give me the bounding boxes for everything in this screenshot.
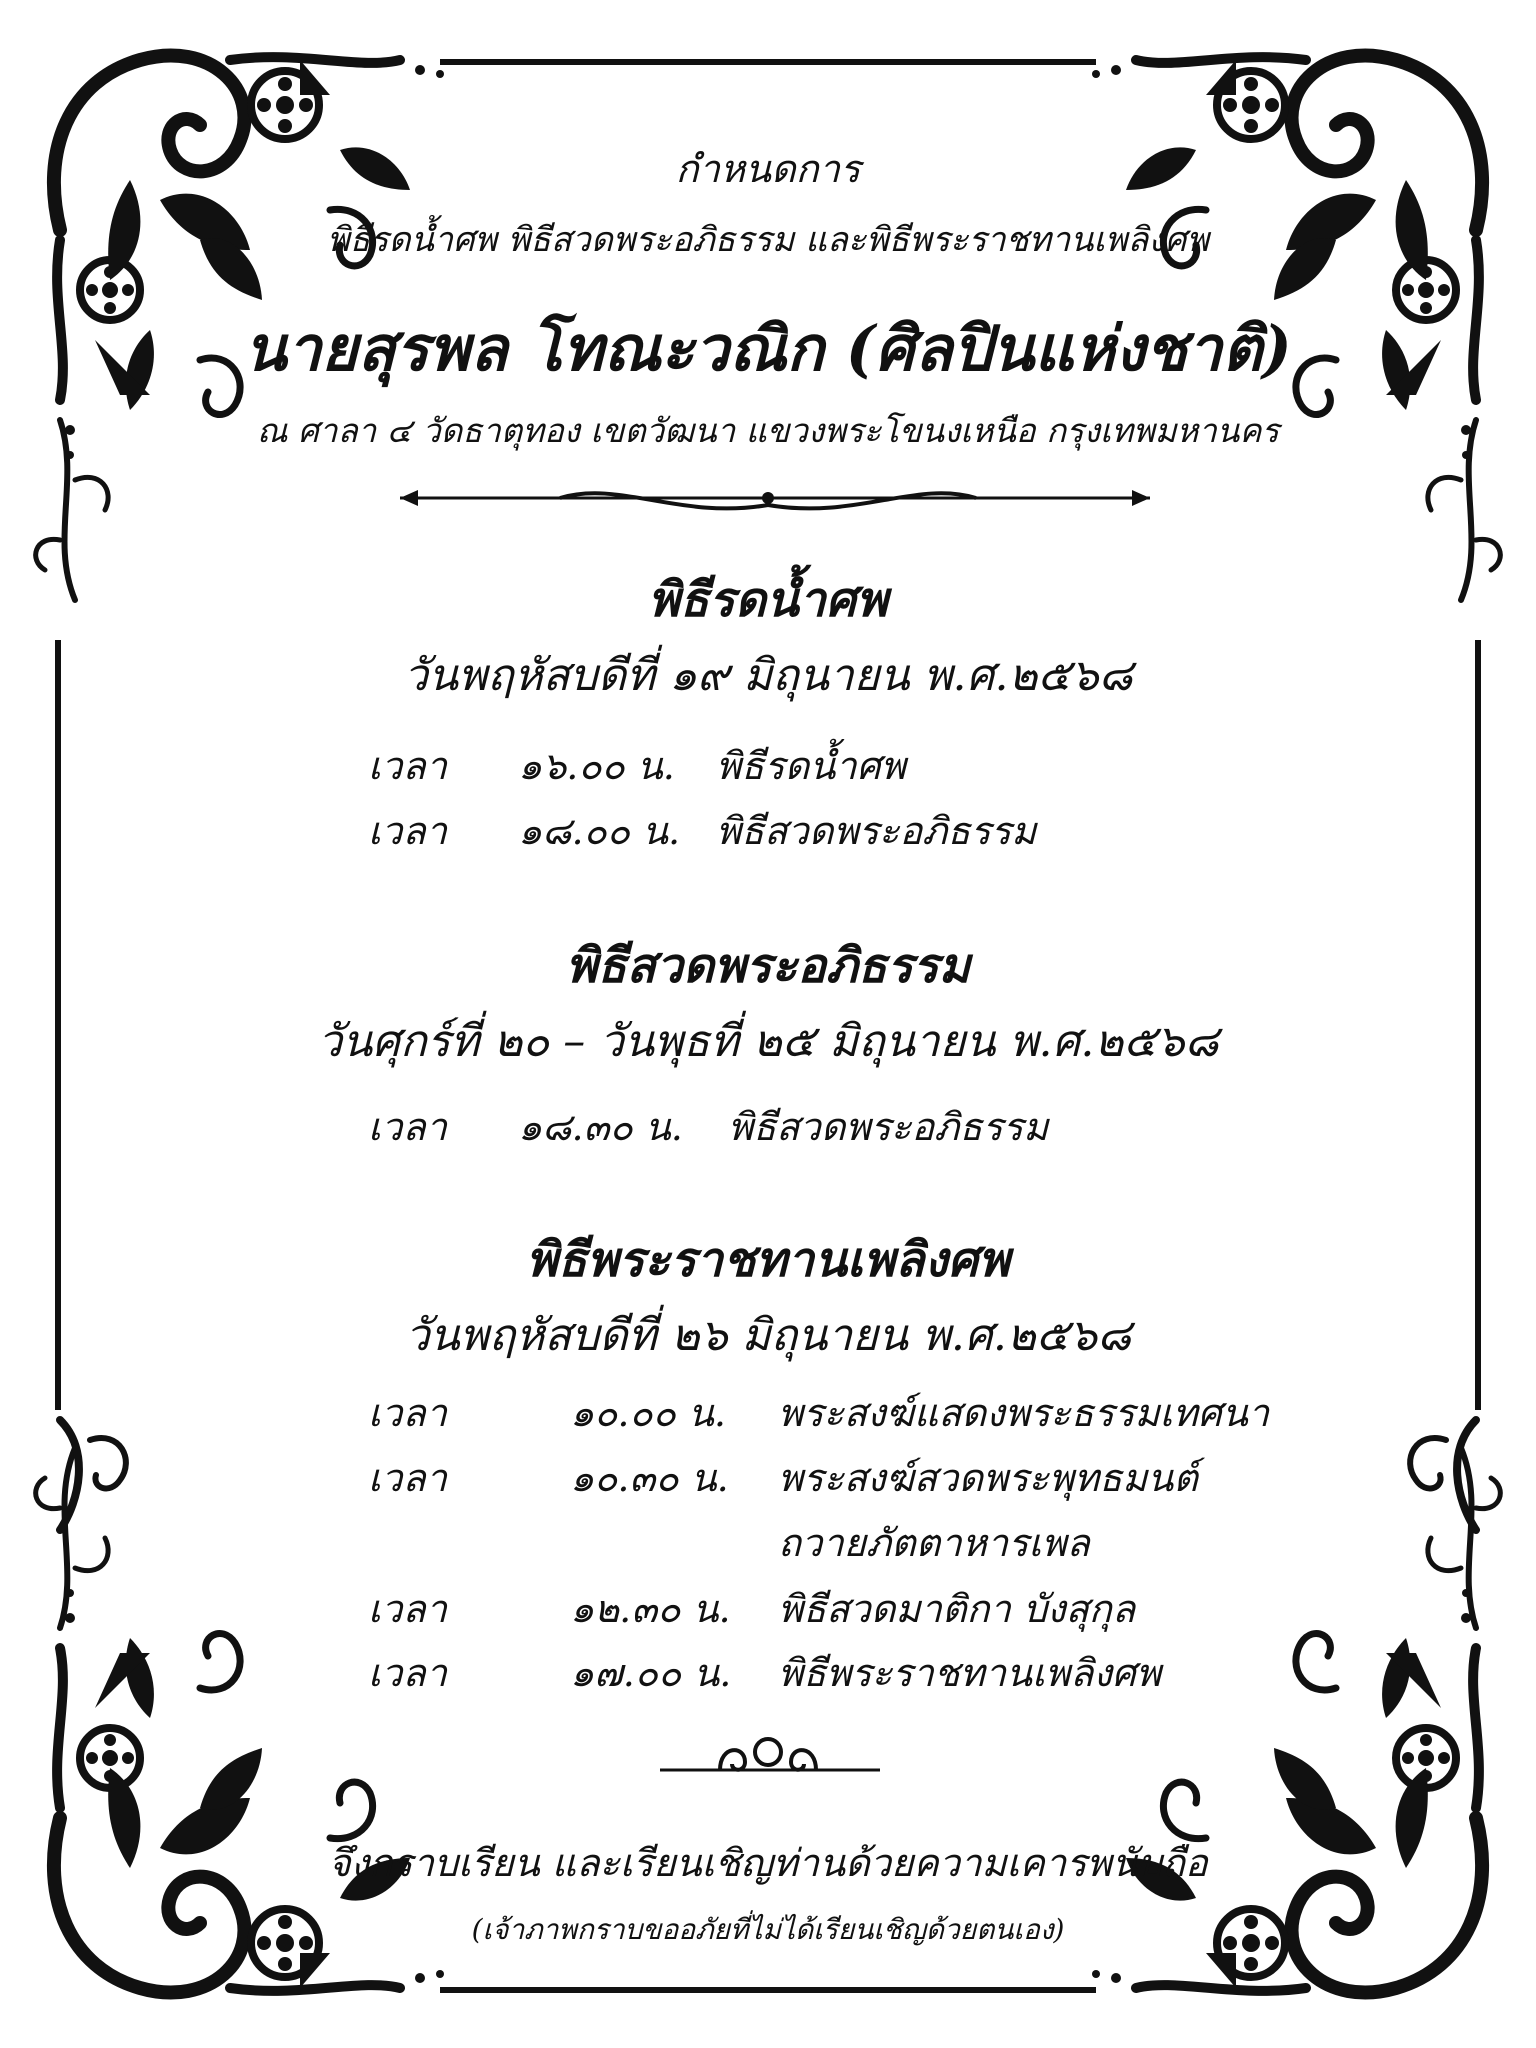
schedule-label: เวลา [368,1456,447,1500]
section-title-cremation: พิธีพระราชทานเพลิงศพ [526,1232,1010,1288]
schedule-label: เวลา [368,1391,447,1435]
venue-text: ณ ศาลา ๔ วัดธาตุทอง เขตวัฒนา แขวงพระโขนงเหนือ กรุงเทพมหานคร [256,411,1280,450]
section-date-cremation: วันพฤหัสบดีที่ ๒๖ มิถุนายน พ.ศ.๒๕๖๘ [404,1310,1132,1361]
schedule-event: พิธีรดน้ำศพ [716,744,906,788]
apology-note: (เจ้าภาพกราบขออภัยที่ไม่ได้เรียนเชิญด้วยตนเอง) [471,1913,1065,1946]
invitation-heading: กำหนดการ [675,147,861,191]
schedule-label: เวลา [368,1105,447,1149]
section-date-chanting: วันศุกร์ที่ ๒๐ – วันพุธที่ ๒๕ มิถุนายน พ.ศ.๒๕๖๘ [317,1016,1219,1067]
schedule-label: เวลา [368,1587,447,1631]
schedule-event: พระสงฆ์สวดพระพุทธมนต์ [778,1456,1198,1500]
schedule-event: พิธีพระราชทานเพลิงศพ [778,1651,1162,1695]
section-date-water-pouring: วันพฤหัสบดีที่ ๑๙ มิถุนายน พ.ศ.๒๕๖๘ [403,650,1133,701]
schedule-time: ๑๘.๓๐ น. [518,1105,683,1149]
schedule-time: ๑๐.๐๐ น. [570,1391,726,1435]
schedule-event: พระสงฆ์แสดงพระธรรมเทศนา [778,1391,1270,1435]
schedule-event-continued: ถวายภัตตาหารเพล [778,1521,1090,1565]
schedule-event: พิธีสวดพระอภิธรรม [716,809,1037,853]
section-title-chanting: พิธีสวดพระอภิธรรม [565,938,971,994]
schedule-time: ๑๘.๐๐ น. [518,809,681,853]
schedule-time: ๑๐.๓๐ น. [570,1456,729,1500]
schedule-label: เวลา [368,744,447,788]
schedule-time: ๑๒.๓๐ น. [570,1587,731,1631]
footer-divider [660,1739,880,1770]
section-title-water-pouring: พิธีรดน้ำศพ [648,572,888,628]
schedule-time: ๑๖.๐๐ น. [518,744,675,788]
header-divider [400,490,1150,508]
schedule-event: พิธีสวดมาติกา บังสุกุล [778,1587,1136,1631]
schedule-label: เวลา [368,1651,447,1695]
schedule-label: เวลา [368,809,447,853]
ceremonies-list: พิธีรดน้ำศพ พิธีสวดพระอภิธรรม และพิธีพระราชทานเพลิงศพ [327,220,1209,260]
closing-text: จึงกราบเรียน และเรียนเชิญท่านด้วยความเคารพนับถือ [328,1841,1208,1885]
schedule-event: พิธีสวดพระอภิธรรม [728,1105,1049,1149]
schedule-time: ๑๗.๐๐ น. [570,1651,732,1695]
deceased-name: นายสุรพล โทณะวณิก (ศิลปินแห่งชาติ) [244,312,1292,385]
